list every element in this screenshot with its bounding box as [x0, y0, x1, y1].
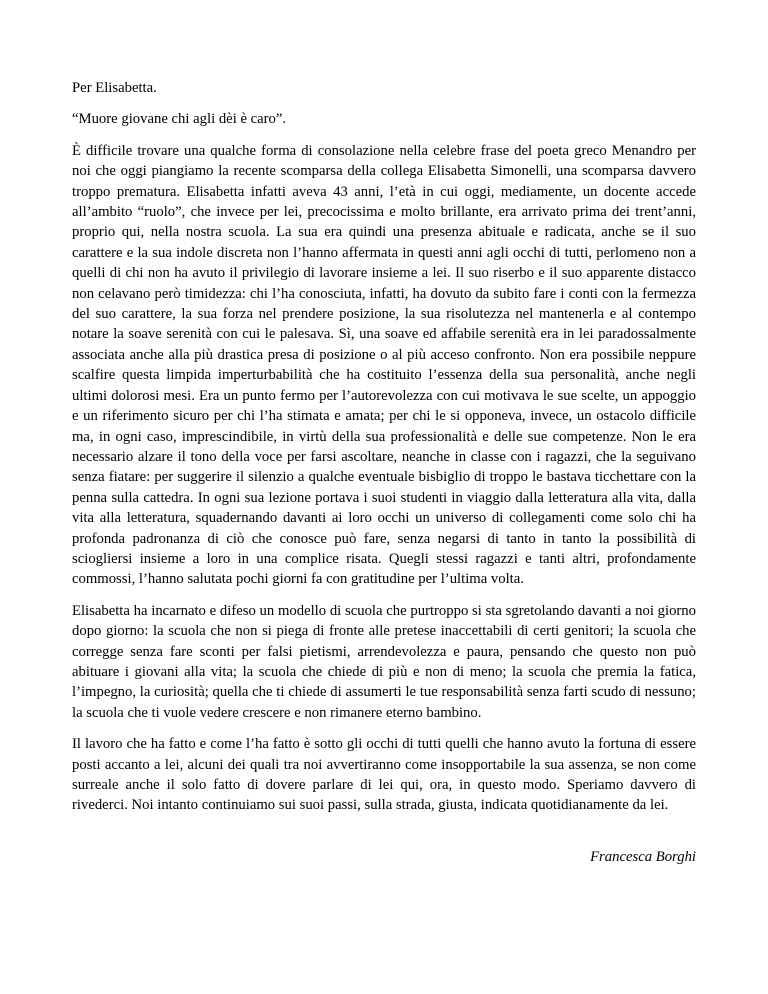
- paragraph-school-model: Elisabetta ha incarnato e difeso un modello di scuola che purtroppo si sta sgretolando davanti a noi giorno dopo giorno: la scuola che non si piega di fronte alle pretese inaccettabili di certi genitori; la scuola che corregge senza fare sconti per falsi pietismi, arrendevolezza e paura, pensando che questo non può abituare i giovani alla vita; la scuola che chiede di più e non di meno; la scuola che premia la fatica, l’impegno, la curiosità; quella che ti chiede di assumerti le tue responsabilità senza farti scudo di nessuno; la scuola che ti vuole vedere crescere e non rimanere eterno bambino.: [72, 602, 696, 721]
- epigraph-quote: “Muore giovane chi agli dèi è caro”.: [72, 111, 287, 128]
- salutation: Per Elisabetta.: [72, 80, 157, 96]
- paragraph-tribute: È difficile trovare una qualche forma di consolazione nella celebre frase del poeta greco Menandro per noi che oggi piangiamo la recente scomparsa della collega Elisabetta Simonelli, una scomparsa davvero troppo prematura. Elisabetta infatti aveva 43 anni, l’età in cui oggi, mediamente, un docente accede all’ambito “ruolo”, che invece per lei, precocissima e molto brillante, era arrivato prima dei trent’anni, proprio qui, nella nostra scuola. La sua era quindi una presenza abituale e radicata, anche se il suo carattere e la sua indole discreta non l’hanno affermata in questi anni agli occhi di tutti, perlomeno non a quelli di chi non ha avuto il privilegio di lavorare insieme a lei. Il suo riserbo e il suo apparente distacco non celavano però timidezza: chi l’ha conosciuta, infatti, ha dovuto da subito fare i conti con la fermezza del suo carattere, la sua forza nel prendere posizione, la sua risolutezza nel mantenerla e al contempo notare la soave serenità con cui le palesava. Sì, una soave ed affabile serenità era in lei paradossalmente associata anche alla più drastica presa di posizione o al più acceso confronto. Non era possibile neppure scalfire questa limpida imperturbabilità che ha costituito l’essenza della sua personalità, anche negli ultimi dolorosi mesi. Era un punto fermo per l’autorevolezza con cui motivava le sue scelte, un appoggio e un riferimento sicuro per chi l’ha stimata e amata; per chi le si opponeva, invece, un ostacolo difficile ma, in ogni caso, imprescindibile, in virtù della sua professionalità e delle sue competenze. Non le era necessario alzare il tono della voce per farsi ascoltare, neanche in classe con i ragazzi, che la seguivano senza fiatare: per suggerire il silenzio a qualche eventuale bisbiglio di troppo le bastava ticchettare con la penna sulla cattedra. In ogni sua lezione portava i suoi studenti in viaggio dalla letteratura alla vita, dalla vita alla letteratura, squadernando davanti ai loro occhi un universo di collegamenti come solo chi ha profonda padronanza di ciò che conosce può fare, senza negarsi di tanto in tanto la possibilità di sciogliersi insieme a loro in una complice risata. Quegli stessi ragazzi e tanti altri, profondamente commossi, l’hanno salutata pochi giorni fa con gratitudine per l’ultima volta.: [72, 142, 696, 588]
- paragraph-closing: Il lavoro che ha fatto e come l’ha fatto è sotto gli occhi di tutti quelli che hanno avuto la fortuna di essere posti accanto a lei, alcuni dei quali tra noi avvertiranno come insopportabile la sua assenza, se non come surreale anche il solo fatto di dovere parlare di lei qui, ora, in questo modo. Speriamo davvero di rivederci. Noi intanto continuiamo sui suoi passi, sulla strada, giusta, indicata quotidianamente da lei.: [72, 736, 696, 814]
- signature: Francesca Borghi: [590, 849, 696, 865]
- document-page: [72, 78, 696, 865]
